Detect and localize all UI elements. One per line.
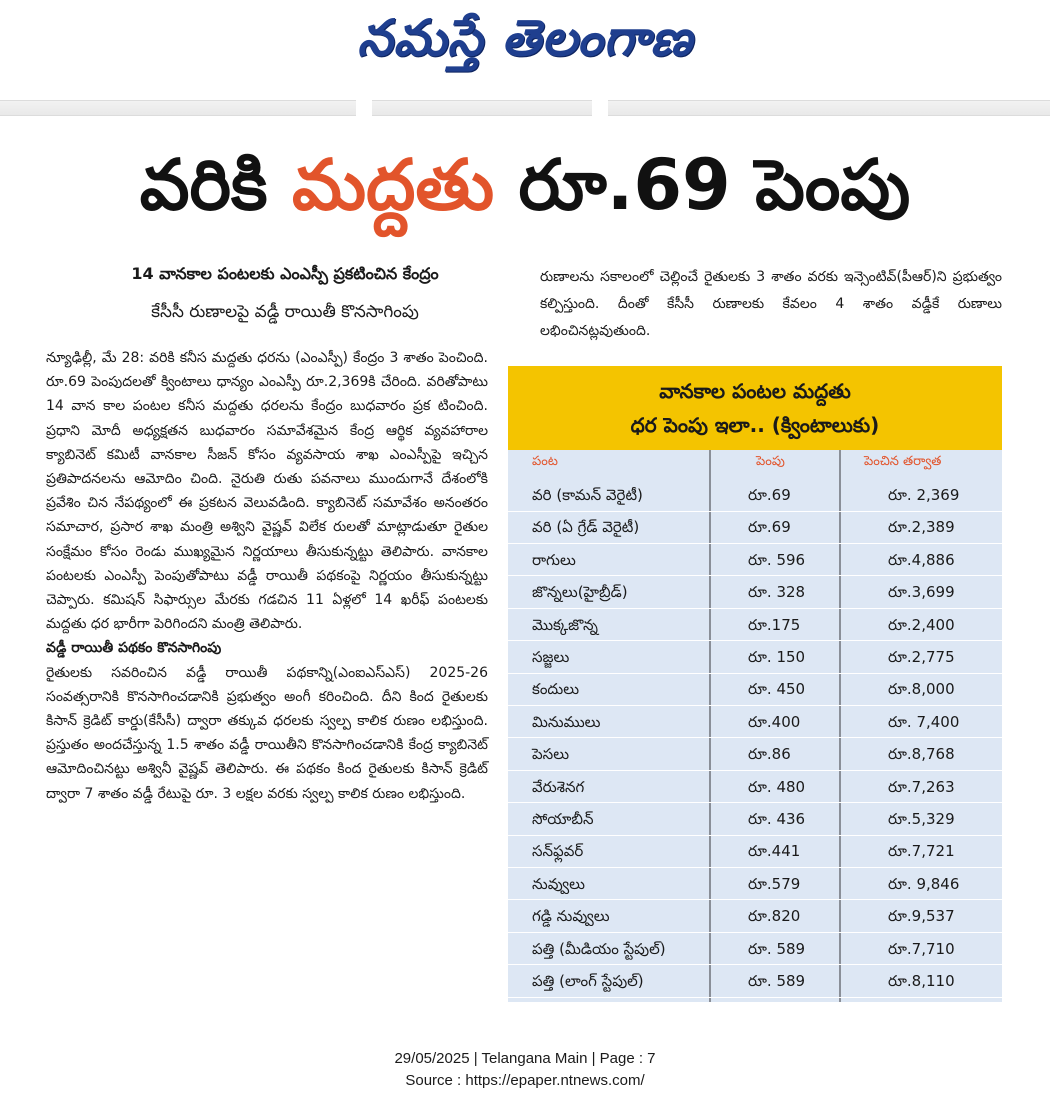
footer-dateline: 29/05/2025 | Telangana Main | Page : 7 <box>394 1050 656 1067</box>
crop-cell: సోయాబీన్ <box>532 810 594 828</box>
crop-cell: వరి (ఏ గ్రేడ్ వెరైటీ) <box>532 518 640 537</box>
new-price-cell: రూ.7,710 <box>888 939 955 958</box>
new-price-cell: రూ.2,775 <box>888 648 955 666</box>
new-price-cell: రూ.8,000 <box>888 680 955 699</box>
new-price-cell: రూ.2,389 <box>888 518 955 537</box>
article-continued: రుణాలను సకాలంలో చెల్లించే రైతులకు 3 శాతం వరకు ఇన్సెంటివ్(పీఆర్)ని ప్రభుత్వం కల్పిస్తుంది. దీంతో కేసీసీ రుణాలకు కేవలం 4 శాతం వడ్డీకే రుణాలు లభించినట్లవుతుంది. <box>540 269 1002 339</box>
masthead <box>0 0 1050 86</box>
crop-cell: సన్‌ఫ్లవర్ <box>532 842 584 861</box>
table-row <box>508 869 1002 901</box>
table-row <box>508 512 1002 544</box>
new-price-cell: రూ.9,537 <box>888 907 955 926</box>
new-price-cell: రూ.4,886 <box>888 550 955 569</box>
increase-cell: రూ.69 <box>748 486 791 504</box>
page-headline <box>0 132 1050 238</box>
increase-cell: రూ. 150 <box>748 648 806 666</box>
table-title-line1: వానకాల పంటల మద్దతు <box>659 379 851 403</box>
new-price-cell: రూ.2,400 <box>888 615 955 634</box>
column-header-increase: పెంపు <box>756 454 785 469</box>
increase-cell: రూ. 589 <box>748 972 806 990</box>
column-header-crop: పంట <box>532 454 558 469</box>
new-price-cell: రూ. 7,400 <box>888 712 960 731</box>
increase-cell: రూ. 328 <box>748 583 806 602</box>
table-row <box>508 836 1002 868</box>
increase-cell: రూ. 480 <box>748 777 806 796</box>
column-header-new-price: పెంచిన తర్వాత <box>864 454 942 469</box>
msp-table <box>508 366 1002 1002</box>
subheadline-2: కేసీసీ రుణాలపై వడ్డీ రాయితీ కొనసాగింపు <box>151 302 419 322</box>
new-price-cell: రూ.3,699 <box>888 583 955 602</box>
increase-cell: రూ. 589 <box>748 939 806 958</box>
new-price-cell: రూ. 2,369 <box>888 486 960 504</box>
crop-cell: పత్తి (మీడియం స్టేపుల్) <box>532 939 666 958</box>
table-row <box>508 707 1002 739</box>
table-row <box>508 804 1002 836</box>
page-footer <box>0 1048 1050 1092</box>
new-price-cell: రూ.8,768 <box>888 745 955 764</box>
table-row <box>508 674 1002 706</box>
crop-cell: కందులు <box>532 680 580 699</box>
table-row <box>508 966 1002 998</box>
table-row <box>508 610 1002 642</box>
table-row <box>508 901 1002 933</box>
table-title <box>508 366 1002 450</box>
crop-cell: సజ్జలు <box>532 648 570 666</box>
headline-accent: మద్దతు <box>291 144 495 226</box>
new-price-cell: రూ. 9,846 <box>888 874 960 893</box>
crop-cell: జొన్నలు(హైబ్రీడ్) <box>532 583 628 602</box>
crop-cell: వేరుశెనగ <box>532 777 585 796</box>
footer-source: Source : https://epaper.ntnews.com/ <box>405 1072 645 1089</box>
crop-cell: వరి (కామన్ వెరైటీ) <box>532 486 643 504</box>
increase-cell: రూ.579 <box>748 874 801 893</box>
table-row <box>508 577 1002 609</box>
table-title-line2: ధర పెంపు ఇలా.. (క్వింటాలుకు) <box>630 413 880 437</box>
table-column-headers <box>508 454 1002 476</box>
subheadline-1: 14 వానకాల పంటలకు ఎంఎస్పీ ప్రకటించిన కేంద్రం <box>131 264 439 283</box>
new-price-cell: రూ.7,721 <box>888 842 955 861</box>
table-row <box>508 739 1002 771</box>
header-rule <box>0 100 1050 116</box>
article-paragraph: న్యూఢిల్లీ, మే 28: వరికి కనీస మద్దతు ధరను (ఎంఎస్పీ) కేంద్రం 3 శాతం పెంచింది. రూ.69 పెంపుదలతో క్వింటాలు ధాన్యం ఎంఎస్పీ రూ.2,369కి చేరింది. వరితోపాటు 14 వాన కాల పంటల కనీస మద్దతు ధరలను కేంద్రం బుధవారం ప్రక టించింది. ప్రధాని మోదీ అధ్యక్షతన బుధవారం సమావేశమైన కేంద్ర ఆర్థిక వ్యవహారాల క్యాబినెట్ కమిటీ వానకాల సీజన్ కోసం వ్యవసాయ శాఖ ఎంఎస్పీపై ఇచ్చిన ప్రతిపాదనలను ఆమోదిం చింది. నైరుతి రుతు పవనాలు ముందుగానే దేశంలోకి ప్రవేశిం చిన నేపథ్యంలో ఈ ప్రకటన వెలువడింది. క్యాబినెట్ సమావేశం అనంతరం సమాచార, ప్రసార శాఖ మంత్రి అశ్విని వైష్ణవ్ విలేక రులతో మాట్లాడుతూ రైతుల సంక్షేమం కోసం రెండు ముఖ్యమైన నిర్ణయాలు తీసుకున్నట్టు తెలిపారు. వానకాల పంటలకు ఎంఎస్పీ పెంపుతోపాటు వడ్డీ రాయితీ పథకంపై నిర్ణయం తీసుకున్నట్టు చెప్పారు. కమిషన్ సిఫార్సుల మేరకు గడచిన 11 ఏళ్లలో 14 ఖరీఫ్ పంటలకు మద్దతు ధర భారీగా పెరిగిందని మంత్రి తెలిపారు. <box>46 350 488 633</box>
increase-cell: రూ. 436 <box>748 810 806 828</box>
new-price-cell: రూ.8,110 <box>888 972 955 990</box>
article-subhead: వడ్డీ రాయితీ పథకం కొనసాగింపు <box>46 640 222 657</box>
table-row <box>508 545 1002 577</box>
increase-cell: రూ.69 <box>748 518 791 537</box>
new-price-cell: రూ.7,263 <box>888 777 955 796</box>
increase-cell: రూ.441 <box>748 842 801 861</box>
table-row <box>508 934 1002 966</box>
crop-cell: గడ్డి నువ్వులు <box>532 907 610 926</box>
crop-cell: పెసలు <box>532 745 570 764</box>
article-paragraph: రైతులకు సవరించిన వడ్డీ రాయితీ పథకాన్ని(ఎంఐఎస్ఎస్) 2025-26 సంవత్సరానికి కొనసాగించడానికి ప్రభుత్వం అంగీ కరించింది. దీని కింద రైతులకు కిసాన్ క్రెడిట్ కార్డు(కేసీసీ) ద్వారా తక్కువ ధరలకు స్వల్ప కాలిక రుణం లభిస్తుంది. ప్రస్తుతం అందచేస్తున్న 1.5 శాతం వడ్డీ రాయితీని కొనసాగించడానికి కేంద్ర క్యాబినెట్ ఆమోదించినట్టు అశ్వినీ వైష్ణవ్ తెలిపారు. ఈ పథకం కింద రైతులకు కిసాన్ క్రెడిట్ ద్వారా 7 శాతం వడ్డీ రేటుపై రూ. 3 లక్షల వరకు స్వల్ప కాలిక రుణం లభిస్తుంది. <box>46 664 488 802</box>
headline-part3: రూ.69 పెంపు <box>518 144 911 226</box>
increase-cell: రూ. 596 <box>748 550 806 569</box>
table-row <box>508 642 1002 674</box>
crop-cell: రాగులు <box>532 550 576 569</box>
increase-cell: రూ.175 <box>748 615 801 634</box>
masthead-logo: నమస్తే తెలంగాణ <box>357 8 693 67</box>
table-row <box>508 772 1002 804</box>
crop-cell: మినుములు <box>532 712 601 731</box>
new-price-cell: రూ.5,329 <box>888 810 955 828</box>
increase-cell: రూ.400 <box>748 712 801 731</box>
crop-cell: మొక్కజొన్న <box>532 615 599 634</box>
table-row <box>508 480 1002 512</box>
increase-cell: రూ.820 <box>748 907 801 926</box>
crop-cell: పత్తి (లాంగ్ స్టేపుల్) <box>532 972 644 990</box>
article-body <box>46 346 488 806</box>
increase-cell: రూ. 450 <box>748 680 806 699</box>
crop-cell: నువ్వులు <box>532 874 585 893</box>
increase-cell: రూ.86 <box>748 745 791 764</box>
headline-part1: వరికి <box>139 144 268 226</box>
